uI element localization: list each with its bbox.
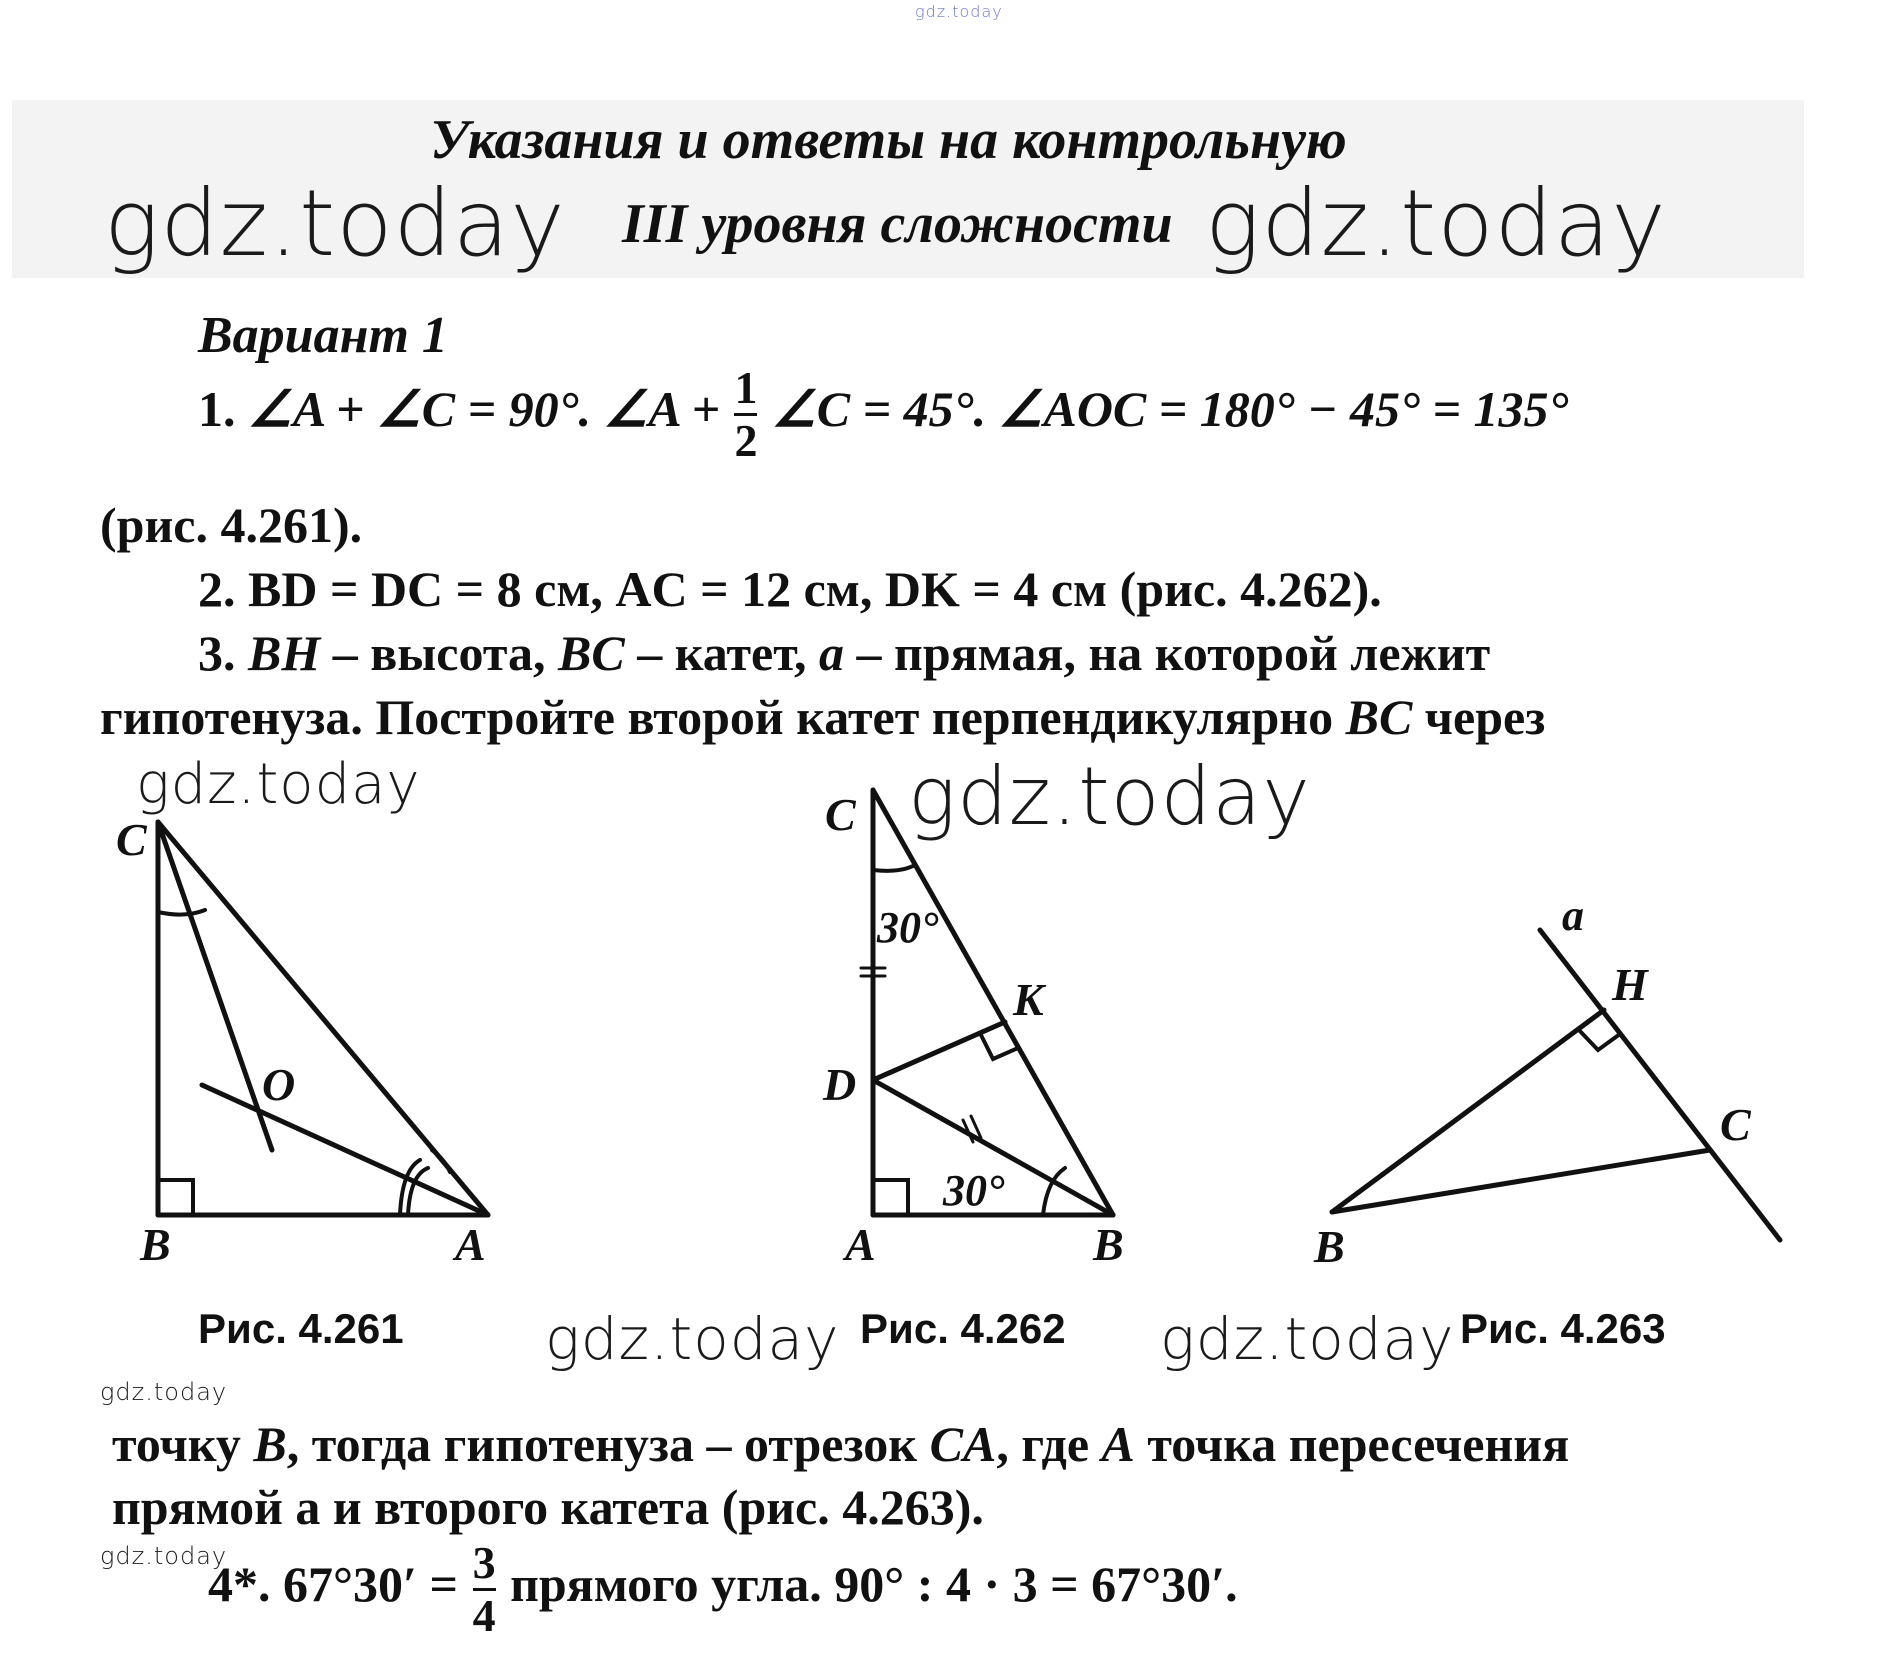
fig2-angle-bottom-label: 30° [943,1166,1005,1215]
fig3-segment-bh [1332,1010,1604,1212]
title-line-2: III уровня сложности [622,193,1173,255]
answer-3-line-4: прямой а и второго катета (рис. 4.263). [112,1479,984,1535]
answer-4 [208,1537,1238,1641]
answer-1-part2: ∠C = 45°. ∠AOC = 180° − 45° = 135° [771,380,1569,437]
answer-3-line-2-a: гипотенуза. Постройте второй катет перпендикулярно [100,689,1346,745]
answer-3-line-3-a: точку [112,1416,254,1472]
fig1-angle-arc-a1 [408,1168,428,1215]
answer-3-text-a: – высота, [320,625,558,681]
watermark-small-2: gdz.today [100,1542,228,1570]
fraction-three-quarters [472,1537,496,1641]
answer-3-num: 3. [198,625,236,681]
caption-fig-4-263: Рис. 4.263 [1460,1305,1666,1352]
caption-fig-4-262: Рис. 4.262 [860,1305,1066,1352]
fig3-line-a [1540,930,1780,1240]
fig2-label-k: K [1013,974,1044,1025]
watermark-top: gdz.today [915,2,1003,21]
figure-4-262 [815,770,1155,1270]
figure-4-263 [1300,890,1800,1270]
fig1-angle-arc-c [158,910,205,915]
watermark-big-right: gdz.today [1205,170,1667,277]
fig1-label-c: C [116,814,147,865]
fig2-label-b: B [1093,1219,1124,1270]
watermark-caption-1: gdz.today [545,1305,840,1373]
fraction-one-half [734,362,758,466]
fig2-label-a: A [845,1219,876,1270]
fig3-label-b: B [1314,1221,1345,1270]
fig1-label-o: O [262,1059,296,1110]
answer-3-a: a [819,625,845,681]
fig3-right-angle-h [1578,1029,1620,1050]
fig1-bisector-c [158,822,272,1150]
watermark-big-left: gdz.today [104,170,566,277]
fig2-hypotenuse-cb [873,790,1113,1215]
answer-3-line-1 [198,624,1490,682]
answer-3-line-2-bc: BC [1345,689,1413,745]
watermark-mid-center: gdz.today [908,750,1311,843]
figure-4-261 [110,800,550,1270]
answer-3-bc: BC [558,625,625,681]
fig2-perpendicular-dk [873,1022,1005,1080]
fig2-label-d: D [823,1059,857,1110]
fig3-label-h: H [1612,959,1648,1010]
watermark-small-1: gdz.today [100,1378,228,1406]
answer-3-line-2-c: через [1412,689,1546,745]
title-line-1: Указания и ответы на контрольную [430,109,1347,171]
watermark-mid-left: gdz.today [136,752,421,817]
answer-3-line-3-e: , где [996,1416,1102,1472]
answer-1 [198,362,1569,466]
answer-3-line-3-g: точка пересечения [1134,1416,1570,1472]
answer-3-bh: BH [248,625,321,681]
answer-1-num: 1. [198,380,236,437]
fraction-numerator: 1 [734,362,758,413]
answer-3-line-3 [112,1415,1569,1473]
answer-3-line-2 [100,688,1545,746]
fig1-angle-arc-a3 [432,1150,450,1172]
fraction-denominator: 4 [472,1590,496,1641]
fig2-right-angle-a [873,1180,908,1215]
fig3-label-a: a [1562,891,1584,940]
fig1-right-angle-mark [158,1180,193,1215]
answer-3-line-3-a-point: A [1101,1416,1135,1472]
fig1-label-b: B [140,1219,171,1270]
fig2-angle-top-label: 30° [877,903,939,952]
answer-2: 2. BD = DC = 8 см, AC = 12 см, DK = 4 см (рис. 4.262). [198,561,1382,617]
answer-4-part2: прямого угла. 90° : 4 · 3 = 67°30′. [510,1555,1238,1612]
fig3-segment-bc [1332,1150,1710,1212]
variant-heading: Вариант 1 [198,307,448,364]
answer-3-line-3-ca: CA [929,1416,997,1472]
answer-4-part1: 4*. 67°30′ = [208,1555,459,1612]
fig1-label-a: A [455,1219,486,1270]
answer-3-text-b: – катет, [624,625,820,681]
fig2-label-c: C [825,789,856,840]
fraction-numerator: 3 [472,1537,496,1588]
fig1-bisector-a [202,1085,488,1215]
answer-3-text-c: – прямая, на которой лежит [844,625,1491,681]
answer-1-ref: (рис. 4.261). [100,497,363,553]
fig3-label-c: C [1720,1099,1751,1150]
fig2-angle-arc-c [873,865,915,871]
answer-1-part1: ∠A + ∠C = 90°. ∠A + [248,380,720,437]
caption-fig-4-261: Рис. 4.261 [198,1305,404,1352]
watermark-caption-2: gdz.today [1160,1305,1455,1373]
answer-3-line-3-c: , тогда гипотенуза – отрезок [286,1416,930,1472]
answer-3-line-3-b: B [253,1416,287,1472]
fraction-denominator: 2 [734,415,758,466]
